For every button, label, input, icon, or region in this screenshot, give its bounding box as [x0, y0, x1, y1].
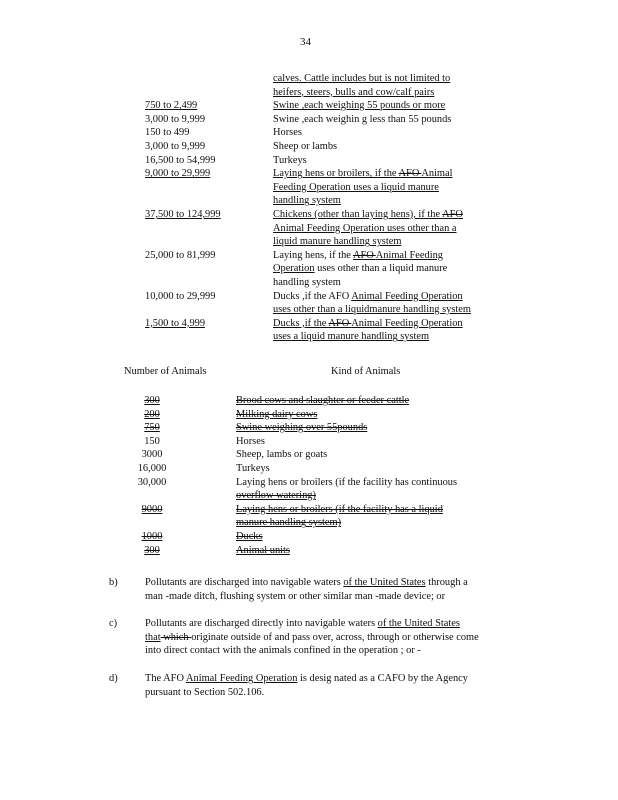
- animal-count-range: 9,000 to 29,999: [145, 168, 211, 180]
- animal-kind: Brood cows and slaughter or feeder cattle: [236, 395, 410, 406]
- text-segment: Pollutants are discharged directly into navigable waters: [145, 618, 378, 629]
- text-segment: that: [145, 631, 161, 643]
- animal-kind: Milking dairy cows: [236, 408, 318, 420]
- animal-kind: overflow watering): [236, 490, 316, 502]
- animal-kind-line: [273, 317, 463, 331]
- animal-kind-line: Swine ,each weighin g less than 55 pounds: [273, 113, 452, 125]
- text-segment: The AFO: [145, 673, 186, 684]
- animal-count: 300: [144, 395, 160, 406]
- text-segment: uses a liquid manure handling system: [273, 331, 430, 343]
- animal-count-range: 1,500 to 4,999: [145, 317, 206, 329]
- text-segment: Laying hens, if the: [273, 249, 353, 261]
- page-number: 34: [300, 36, 311, 48]
- animal-kind: Turkeys: [236, 463, 270, 474]
- text-segment: AFO: [328, 317, 352, 329]
- item-label: b): [109, 577, 118, 588]
- item-text-line: [145, 644, 421, 658]
- item-text-line: [145, 590, 445, 604]
- animal-kind: Animal units: [236, 544, 290, 556]
- animal-kind-line: [273, 249, 443, 263]
- item-label: c): [109, 618, 118, 629]
- text-segment: Animal: [421, 168, 453, 180]
- text-segment: Ducks ,if the AFO: [273, 290, 352, 302]
- text-segment: Operation: [273, 263, 315, 275]
- animal-kind-line: [273, 181, 439, 195]
- text-segment: of the United States: [343, 577, 426, 588]
- text-segment: pursuant to Section 502.106.: [145, 686, 265, 698]
- text-segment: is desig nated as a CAFO by the Agency: [297, 673, 468, 684]
- animal-kind-line: Sheep or lambs: [273, 141, 338, 152]
- description-line: calves. Cattle includes but is not limited to: [273, 73, 451, 84]
- animal-count: 200: [144, 408, 160, 420]
- text-segment: AFO: [442, 209, 463, 220]
- text-segment: uses other than a liquid manure: [314, 263, 448, 275]
- animal-kind: Horses: [236, 435, 265, 447]
- animal-kind-line: [273, 330, 429, 344]
- animal-kind: manure handling system): [236, 517, 342, 529]
- animal-kind-line: Horses: [273, 127, 302, 139]
- description-line: heifers, steers, bulls and cow/calf pairs: [273, 86, 435, 98]
- animal-count-range: 750 to 2,499: [145, 100, 198, 112]
- text-segment: handling system: [273, 277, 341, 288]
- animal-count-range: 150 to 499: [145, 127, 190, 139]
- text-segment: Animal Feeding Operation: [186, 673, 298, 684]
- text-segment: Animal Feeding Operation uses other than a: [273, 222, 457, 234]
- text-segment: into direct contact with the animals confined in the operation ; or -: [145, 645, 421, 657]
- text-segment: Animal Feeding: [375, 249, 443, 261]
- text-segment: originate outside of and pass over, across, through or otherwise come: [191, 631, 479, 643]
- item-text-line: [145, 617, 460, 631]
- item-text-line: [145, 686, 264, 700]
- item-text-line: [145, 631, 479, 645]
- animal-kind-line: [273, 194, 341, 208]
- text-segment: AFO: [352, 249, 376, 261]
- animal-count: 750: [144, 422, 160, 434]
- column-header-number: Number of Animals: [124, 366, 207, 377]
- animal-kind-line: [273, 235, 401, 249]
- animal-count-range: 3,000 to 9,999: [145, 113, 206, 125]
- animal-count: 150: [144, 435, 160, 447]
- text-segment: Pollutants are discharged into navigable waters: [145, 577, 344, 588]
- text-segment: uses other than a liquidmanure handling system: [273, 304, 471, 316]
- animal-count: 300: [144, 544, 160, 556]
- item-text-line: [145, 576, 468, 590]
- animal-kind: Ducks: [236, 531, 263, 542]
- item-label: d): [109, 673, 118, 684]
- animal-kind: Sheep, lambs or goats: [236, 449, 328, 461]
- animal-count-range: 16,500 to 54,999: [145, 154, 216, 166]
- text-segment: of the United States: [377, 618, 460, 629]
- text-segment: Animal Feeding Operation: [351, 317, 463, 329]
- text-segment: Laying hens or broilers, if the: [273, 168, 399, 180]
- animal-kind: Swine weighing over 55pounds: [236, 422, 368, 434]
- animal-kind-line: [273, 276, 341, 290]
- animal-count: 16,000: [137, 463, 167, 474]
- animal-kind-line: [273, 262, 447, 276]
- item-text-line: [145, 672, 468, 686]
- animal-kind-line: Turkeys: [273, 154, 307, 166]
- text-segment: through a: [425, 577, 468, 588]
- animal-kind-line: Swine ,each weighing 55 pounds or more: [273, 100, 446, 112]
- text-segment: which: [160, 631, 192, 643]
- text-segment: man -made ditch, flushing system or other similar man -made device; or: [145, 590, 446, 602]
- animal-kind: Laying hens or broilers (if the facility has a liquid: [236, 503, 443, 515]
- animal-count: 30,000: [137, 476, 167, 488]
- text-segment: liquid manure handling system: [273, 236, 402, 248]
- animal-kind-line: [273, 290, 463, 304]
- animal-kind-line: [273, 222, 457, 236]
- column-header-kind: Kind of Animals: [331, 366, 401, 377]
- animal-kind: Laying hens or broilers (if the facility has continuous: [236, 476, 458, 488]
- animal-count: 1000: [141, 531, 163, 542]
- text-segment: Chickens (other than laying hens), if the: [273, 209, 443, 220]
- animal-count: 3000: [141, 449, 163, 461]
- text-segment: Animal Feeding Operation: [351, 290, 463, 302]
- text-segment: Feeding Operation uses a liquid manure: [273, 181, 439, 193]
- animal-kind-line: [273, 208, 463, 222]
- text-segment: Ducks ,if the: [273, 317, 329, 329]
- animal-count: 9000: [141, 503, 163, 515]
- animal-count-range: 10,000 to 29,999: [145, 290, 216, 302]
- animal-kind-line: [273, 167, 453, 181]
- text-segment: handling system: [273, 195, 341, 207]
- animal-kind-line: [273, 303, 471, 317]
- text-segment: AFO: [398, 168, 422, 180]
- animal-count-range: 37,500 to 124,999: [145, 209, 221, 220]
- animal-count-range: 25,000 to 81,999: [145, 249, 216, 261]
- animal-count-range: 3,000 to 9,999: [145, 141, 206, 152]
